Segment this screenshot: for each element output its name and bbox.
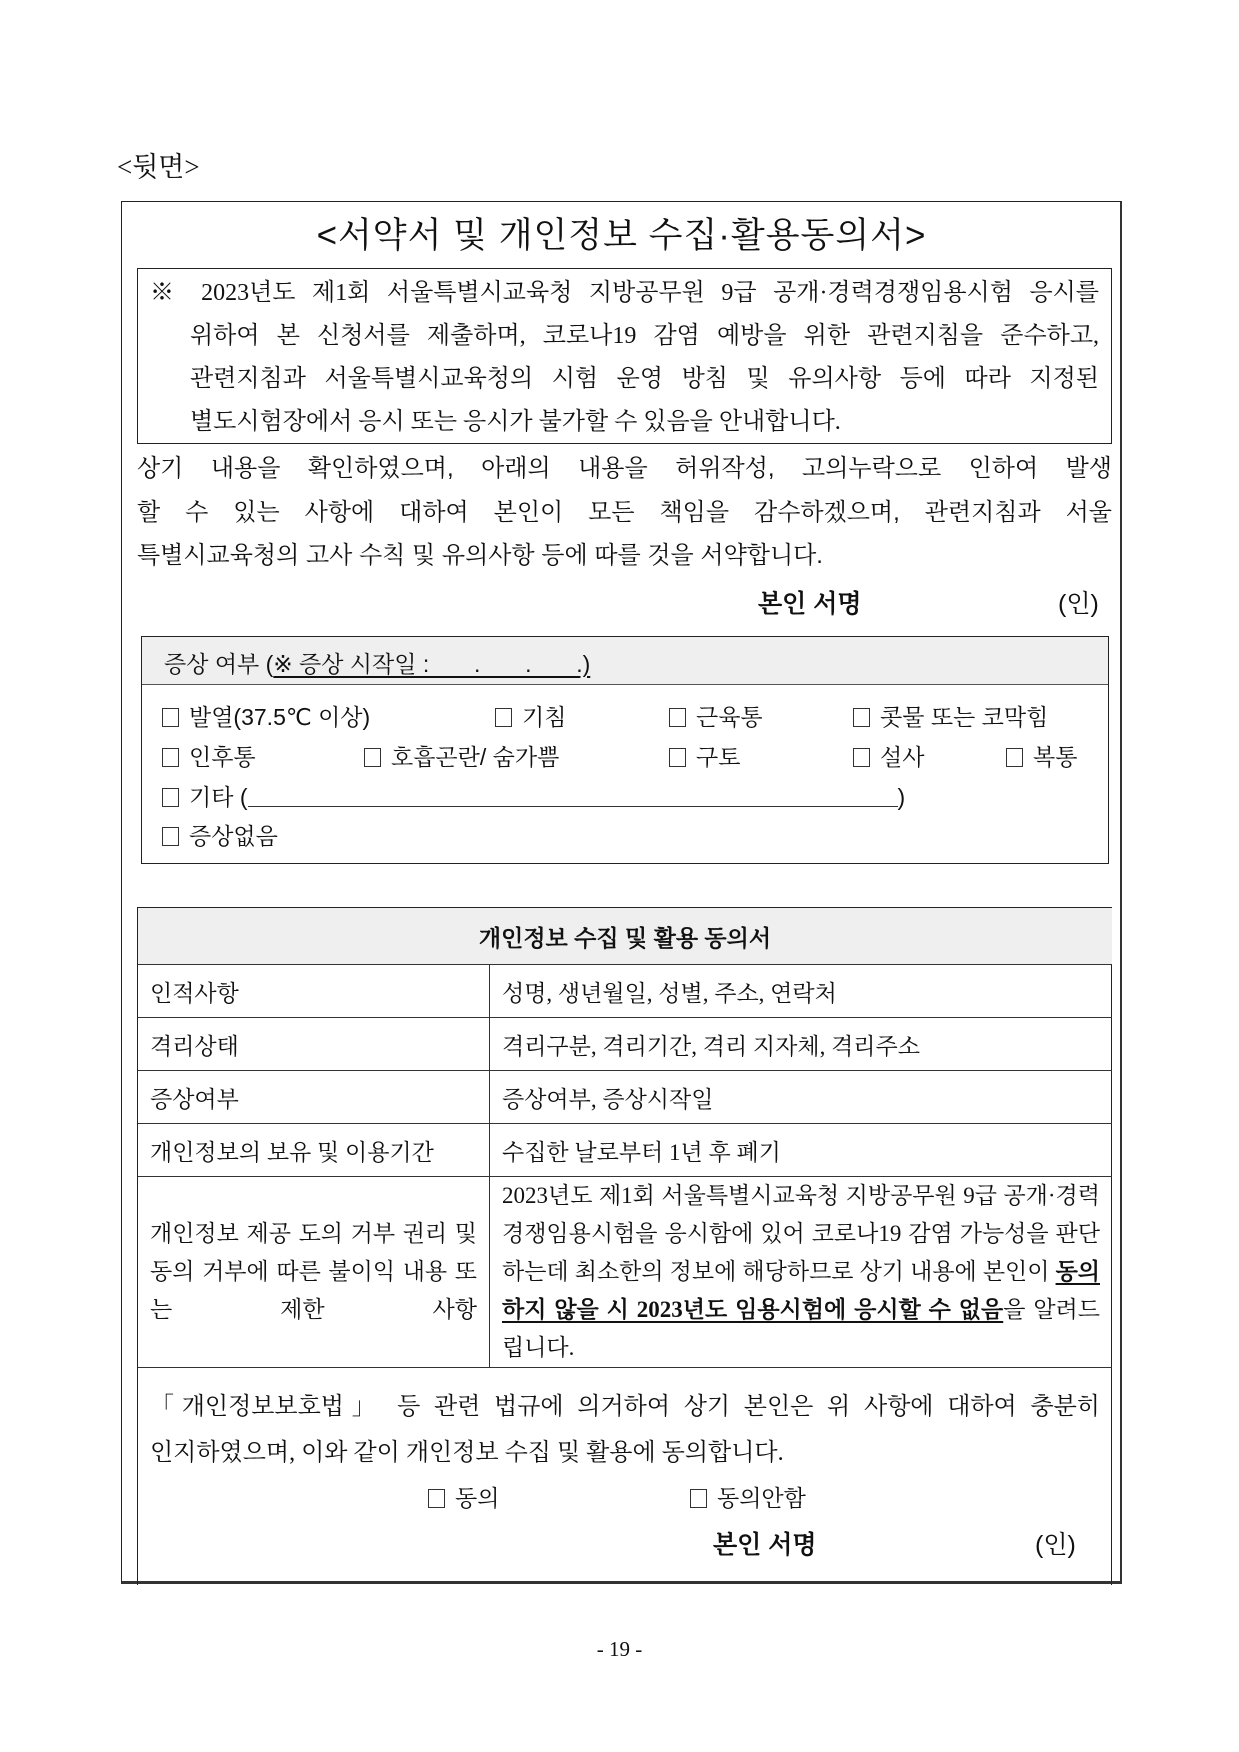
checkbox-stomachache[interactable] (1006, 739, 1077, 772)
row-value: 격리구분, 격리기간, 격리 지자체, 격리주소 (490, 1018, 1113, 1071)
checkbox-cough[interactable] (495, 699, 566, 732)
pledge-line: 상기 내용을 확인하였으며, 아래의 내용을 허위작성, 고의누락으로 인하여 발생 (137, 455, 1112, 482)
checkbox-label: 구토 (696, 744, 741, 770)
row-label: 개인정보의 보유 및 이용기간 (138, 1124, 490, 1177)
table-row (138, 1177, 1112, 1368)
symptom-header (142, 637, 1108, 685)
paren: ) (897, 784, 906, 810)
checkbox-label: 호흡곤란/ 숨가쁨 (391, 744, 560, 770)
notice-line: 위하여 본 신청서를 제출하며, 코로나19 감염 예방을 위한 관련지침을 준수하고, (190, 323, 1099, 349)
row-value: 수집한 날로부터 1년 후 폐기 (490, 1124, 1113, 1177)
checkbox-no-symptom[interactable] (162, 818, 278, 851)
back-side-label: <뒷면> (117, 152, 200, 182)
checkbox-agree[interactable] (428, 1480, 499, 1513)
checkbox-fever[interactable] (162, 699, 370, 732)
checkbox-label: 기침 (522, 704, 567, 730)
other-input[interactable] (248, 786, 898, 807)
checkbox-label: 복통 (1033, 744, 1078, 770)
row-label: 인적사항 (138, 965, 490, 1018)
seal-field[interactable]: (인) (1058, 590, 1099, 618)
row-label: 증상여부 (138, 1071, 490, 1124)
row-value (490, 1177, 1113, 1368)
row-value: 성명, 생년월일, 성별, 주소, 연락처 (490, 965, 1113, 1018)
checkbox-label: 발열(37.5℃ 이상) (189, 704, 371, 730)
signature-label: 본인 서명 (713, 1531, 817, 1559)
checkbox-label: 인후통 (189, 744, 256, 770)
symptom-heading: 증상 여부 ( (164, 651, 274, 677)
table-row (138, 1124, 1112, 1177)
checkbox-vomit[interactable] (669, 739, 740, 772)
pledge-line: 특별시교육청의 고사 수칙 및 유의사항 등에 따를 것을 서약합니다. (137, 542, 823, 569)
checkbox-label: 동의 (455, 1486, 500, 1511)
checkbox-muscle-pain[interactable] (669, 699, 763, 732)
checkbox-diarrhea[interactable] (853, 739, 924, 772)
row-label: 개인정보 제공 도의 거부 권리 및 동의 거부에 따른 불이익 내용 또는 제한 사항 (138, 1177, 490, 1368)
table-row (138, 1071, 1112, 1124)
page-number: - 19 - (596, 1637, 643, 1661)
checkbox-label: 기타 ( (189, 784, 248, 810)
consent-table (138, 908, 1112, 1368)
checkbox-label: 증상없음 (189, 823, 278, 849)
consent-section (137, 907, 1112, 1585)
symptom-box (141, 636, 1109, 864)
refusal-text: 2023년도 제1회 서울특별시교육청 지방공무원 9급 공개·경력경쟁임용시험을 응시함에 있어 코로나19 감염 가능성을 판단하는데 최소한의 정보에 해당하므로 상기 내용에 본인이 (502, 1183, 1100, 1284)
refusal-warning: 동의하지 않을 시 2023년도 임용시험에 응시할 수 없음 (502, 1259, 1100, 1322)
notice-line: 별도시험장에서 응시 또는 응시가 불가할 수 있음을 안내합니다. (190, 409, 841, 435)
refusal-text: 을 알려드립니다. (502, 1297, 1100, 1360)
notice-line: ※ 2023년도 제1회 서울특별시교육청 지방공무원 9급 공개·경력경쟁임용시험 응시를 (150, 280, 1099, 306)
agreement-line: 「개인정보보호법」 등 관련 법규에 의거하여 상기 본인은 위 사항에 대하여 충분히 (150, 1394, 1100, 1420)
checkbox-disagree[interactable] (690, 1480, 806, 1513)
symptom-start-date-field[interactable]: ※ 증상 시작일 : . . .) (273, 651, 591, 677)
seal-field[interactable]: (인) (1035, 1531, 1076, 1559)
form-title: <서약서 및 개인정보 수집·활용동의서> (316, 216, 927, 255)
table-row (138, 1018, 1112, 1071)
notice-line: 관련지침과 서울특별시교육청의 시험 운영 방침 및 유의사항 등에 따라 지정된 (190, 366, 1099, 392)
consent-table-title: 개인정보 수집 및 활용 동의서 (138, 908, 1112, 965)
checkbox-other[interactable] (162, 779, 905, 812)
row-label: 격리상태 (138, 1018, 490, 1071)
agreement-line: 인지하였으며, 이와 같이 개인정보 수집 및 활용에 동의합니다. (150, 1440, 784, 1466)
checkbox-label: 근육통 (696, 704, 763, 730)
table-row (138, 965, 1112, 1018)
checkbox-sore-throat[interactable] (162, 739, 256, 772)
pledge-line: 할 수 있는 사항에 대하여 본인이 모든 책임을 감수하겠으며, 관련지침과 서울 (137, 499, 1112, 526)
checkbox-label: 콧물 또는 코막힘 (880, 704, 1049, 730)
checkbox-label: 동의안함 (717, 1486, 806, 1511)
checkbox-breathing[interactable] (364, 739, 559, 772)
row-value: 증상여부, 증상시작일 (490, 1071, 1113, 1124)
signature-label: 본인 서명 (758, 590, 862, 618)
notice-box (137, 268, 1112, 444)
checkbox-label: 설사 (880, 744, 925, 770)
checkbox-runny-nose[interactable] (853, 699, 1048, 732)
